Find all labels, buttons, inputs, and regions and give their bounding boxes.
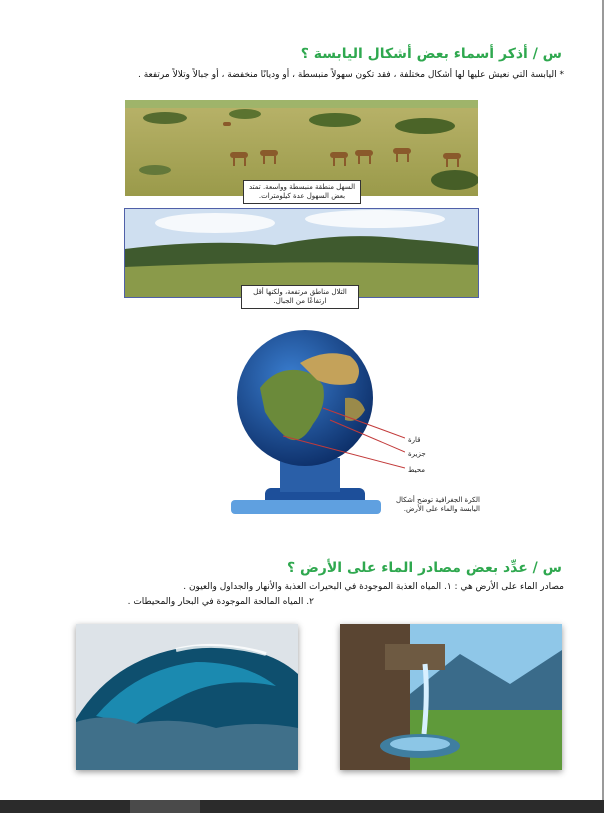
globe-illustration xyxy=(205,328,405,518)
question-2-line-1: مصادر الماء على الأرض هي : ١. المياه العذبة الموجودة في البحيرات العذبة والأنهار والجداول والعيون . xyxy=(183,582,564,592)
plains-caption: السهل منطقة منبسطة وواسعة. تمتد بعض السهول عدة كيلومترات. xyxy=(243,180,361,204)
globe-label-island: جزيرة xyxy=(408,450,426,458)
fresh-water-photo xyxy=(340,624,562,770)
taskbar-item[interactable] xyxy=(130,800,200,813)
question-1-title: س / أذكر أسماء بعض أشكال اليابسة ؟ xyxy=(300,46,562,62)
question-1-answer: * اليابسة التي نعيش عليها لها أشكال مختلفة ، فقد تكون سهولاً منبسطة ، أو وديانًا منخفضة ، أو جبالاً وتلالاً مرتفعة . xyxy=(137,70,564,80)
ocean-wave-photo xyxy=(76,624,298,770)
globe-caption: الكرة الجغرافية توضح أشكال اليابسة والماء على الأرض. xyxy=(395,496,480,513)
question-2-title: س / عدِّد بعض مصادر الماء على الأرض ؟ xyxy=(286,560,562,576)
globe-label-continent: قارة xyxy=(408,436,421,444)
taskbar xyxy=(0,800,604,813)
hills-caption: التلال مناطق مرتفعة، ولكنها أقل ارتفاعًا من الجبال. xyxy=(241,285,359,309)
globe-label-ocean: محيط xyxy=(408,466,426,474)
question-2-line-2: ٢. المياه المالحة الموجودة في البحار والمحيطات . xyxy=(127,597,314,607)
